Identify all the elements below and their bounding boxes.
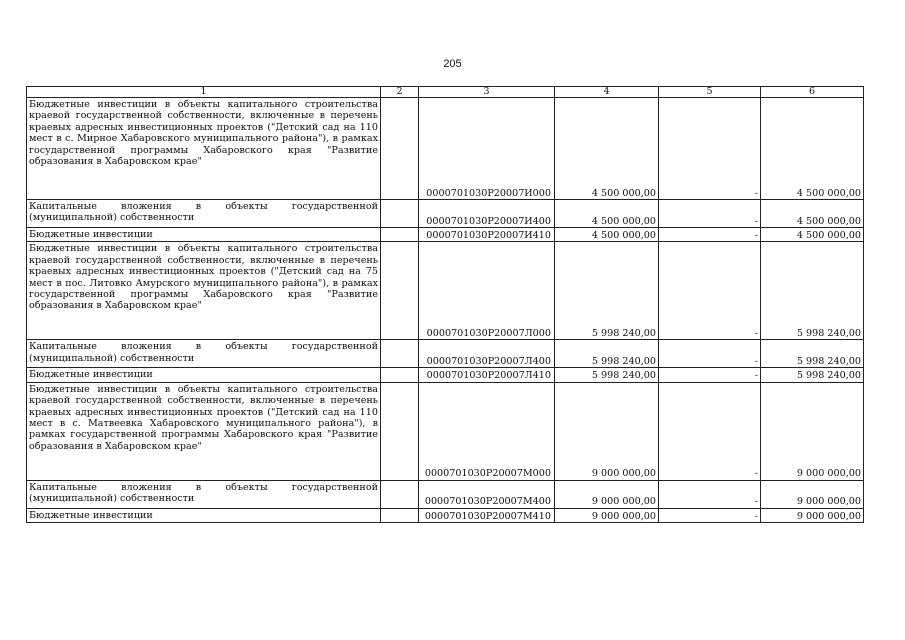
row-col2-cell [381, 368, 419, 382]
row-amount-cell: 4 500 000,00 [555, 200, 659, 228]
column-header: 5 [659, 87, 761, 98]
table-row [27, 368, 864, 382]
row-code-cell: 0000701030Р20007М400 [419, 480, 555, 508]
page-number: 205 [443, 58, 462, 70]
row-col2-cell [381, 200, 419, 228]
row-col2-cell [381, 98, 419, 200]
row-amount-cell: 9 000 000,00 [555, 480, 659, 508]
row-name-cell: Бюджетные инвестиции [27, 368, 381, 382]
row-code-cell: 0000701030Р20007М410 [419, 508, 555, 522]
row-col2-cell [381, 340, 419, 368]
table-row [27, 340, 864, 368]
row-code-cell: 0000701030Р20007М000 [419, 382, 555, 480]
row-col5-cell: - [659, 340, 761, 368]
budget-table [26, 86, 864, 523]
column-header: 3 [419, 87, 555, 98]
row-col5-cell: - [659, 368, 761, 382]
row-total-cell: 4 500 000,00 [761, 98, 864, 200]
column-header: 2 [381, 87, 419, 98]
row-col5-cell: - [659, 508, 761, 522]
row-name-cell: Бюджетные инвестиции в объекты капитального строительства краевой государственной собственности, включенные в перечень краевых адресных инвестиционных проектов ("Детский сад на 110 мест в с. Матвеевка Хабаровского муниципального района"), в рамках государственной программы Хабаровского края "Развитие образования в Хабаровском крае" [27, 382, 381, 480]
row-col2-cell [381, 382, 419, 480]
row-amount-cell: 5 998 240,00 [555, 368, 659, 382]
table-row [27, 98, 864, 200]
row-amount-cell: 4 500 000,00 [555, 228, 659, 242]
row-total-cell: 9 000 000,00 [761, 382, 864, 480]
row-col2-cell [381, 242, 419, 340]
row-name-cell: Бюджетные инвестиции в объекты капитального строительства краевой государственной собственности, включенные в перечень краевых адресных инвестиционных проектов ("Детский сад на 110 мест в с. Мирное Хабаровского муниципального района"), в рамках государственной программы Хабаровского края "Развитие образования в Хабаровском крае" [27, 98, 381, 200]
row-name-cell: Бюджетные инвестиции [27, 508, 381, 522]
row-amount-cell: 4 500 000,00 [555, 98, 659, 200]
row-total-cell: 9 000 000,00 [761, 508, 864, 522]
row-amount-cell: 9 000 000,00 [555, 508, 659, 522]
row-col5-cell: - [659, 98, 761, 200]
row-amount-cell: 9 000 000,00 [555, 382, 659, 480]
column-header: 4 [555, 87, 659, 98]
row-code-cell: 0000701030Р20007И410 [419, 228, 555, 242]
row-total-cell: 9 000 000,00 [761, 480, 864, 508]
table-row [27, 382, 864, 480]
header-row [27, 87, 864, 98]
row-col2-cell [381, 508, 419, 522]
row-total-cell: 4 500 000,00 [761, 200, 864, 228]
row-amount-cell: 5 998 240,00 [555, 340, 659, 368]
row-code-cell: 0000701030Р20007И000 [419, 98, 555, 200]
row-code-cell: 0000701030Р20007Л410 [419, 368, 555, 382]
row-total-cell: 5 998 240,00 [761, 368, 864, 382]
row-col5-cell: - [659, 382, 761, 480]
table-row [27, 200, 864, 228]
row-col5-cell: - [659, 228, 761, 242]
row-col5-cell: - [659, 480, 761, 508]
row-code-cell: 0000701030Р20007Л000 [419, 242, 555, 340]
row-total-cell: 4 500 000,00 [761, 228, 864, 242]
row-total-cell: 5 998 240,00 [761, 340, 864, 368]
row-name-cell: Бюджетные инвестиции в объекты капитального строительства краевой государственной собственности, включенные в перечень краевых адресных инвестиционных проектов ("Детский сад на 75 мест в пос. Литовко Амурского муниципального района"), в рамках государственной программы Хабаровского края "Развитие образования в Хабаровском крае" [27, 242, 381, 340]
row-name-cell: Капитальные вложения в объекты государственной (муниципальной) собственности [27, 200, 381, 228]
row-code-cell: 0000701030Р20007Л400 [419, 340, 555, 368]
column-header: 6 [761, 87, 864, 98]
column-header: 1 [27, 87, 381, 98]
row-col2-cell [381, 480, 419, 508]
row-amount-cell: 5 998 240,00 [555, 242, 659, 340]
table-row [27, 508, 864, 522]
row-name-cell: Капитальные вложения в объекты государственной (муниципальной) собственности [27, 340, 381, 368]
table-row [27, 228, 864, 242]
row-col5-cell: - [659, 242, 761, 340]
table-body [27, 98, 864, 523]
table-row [27, 242, 864, 340]
row-code-cell: 0000701030Р20007И400 [419, 200, 555, 228]
row-col5-cell: - [659, 200, 761, 228]
row-total-cell: 5 998 240,00 [761, 242, 864, 340]
row-name-cell: Бюджетные инвестиции [27, 228, 381, 242]
row-col2-cell [381, 228, 419, 242]
table-row [27, 480, 864, 508]
row-name-cell: Капитальные вложения в объекты государственной (муниципальной) собственности [27, 480, 381, 508]
